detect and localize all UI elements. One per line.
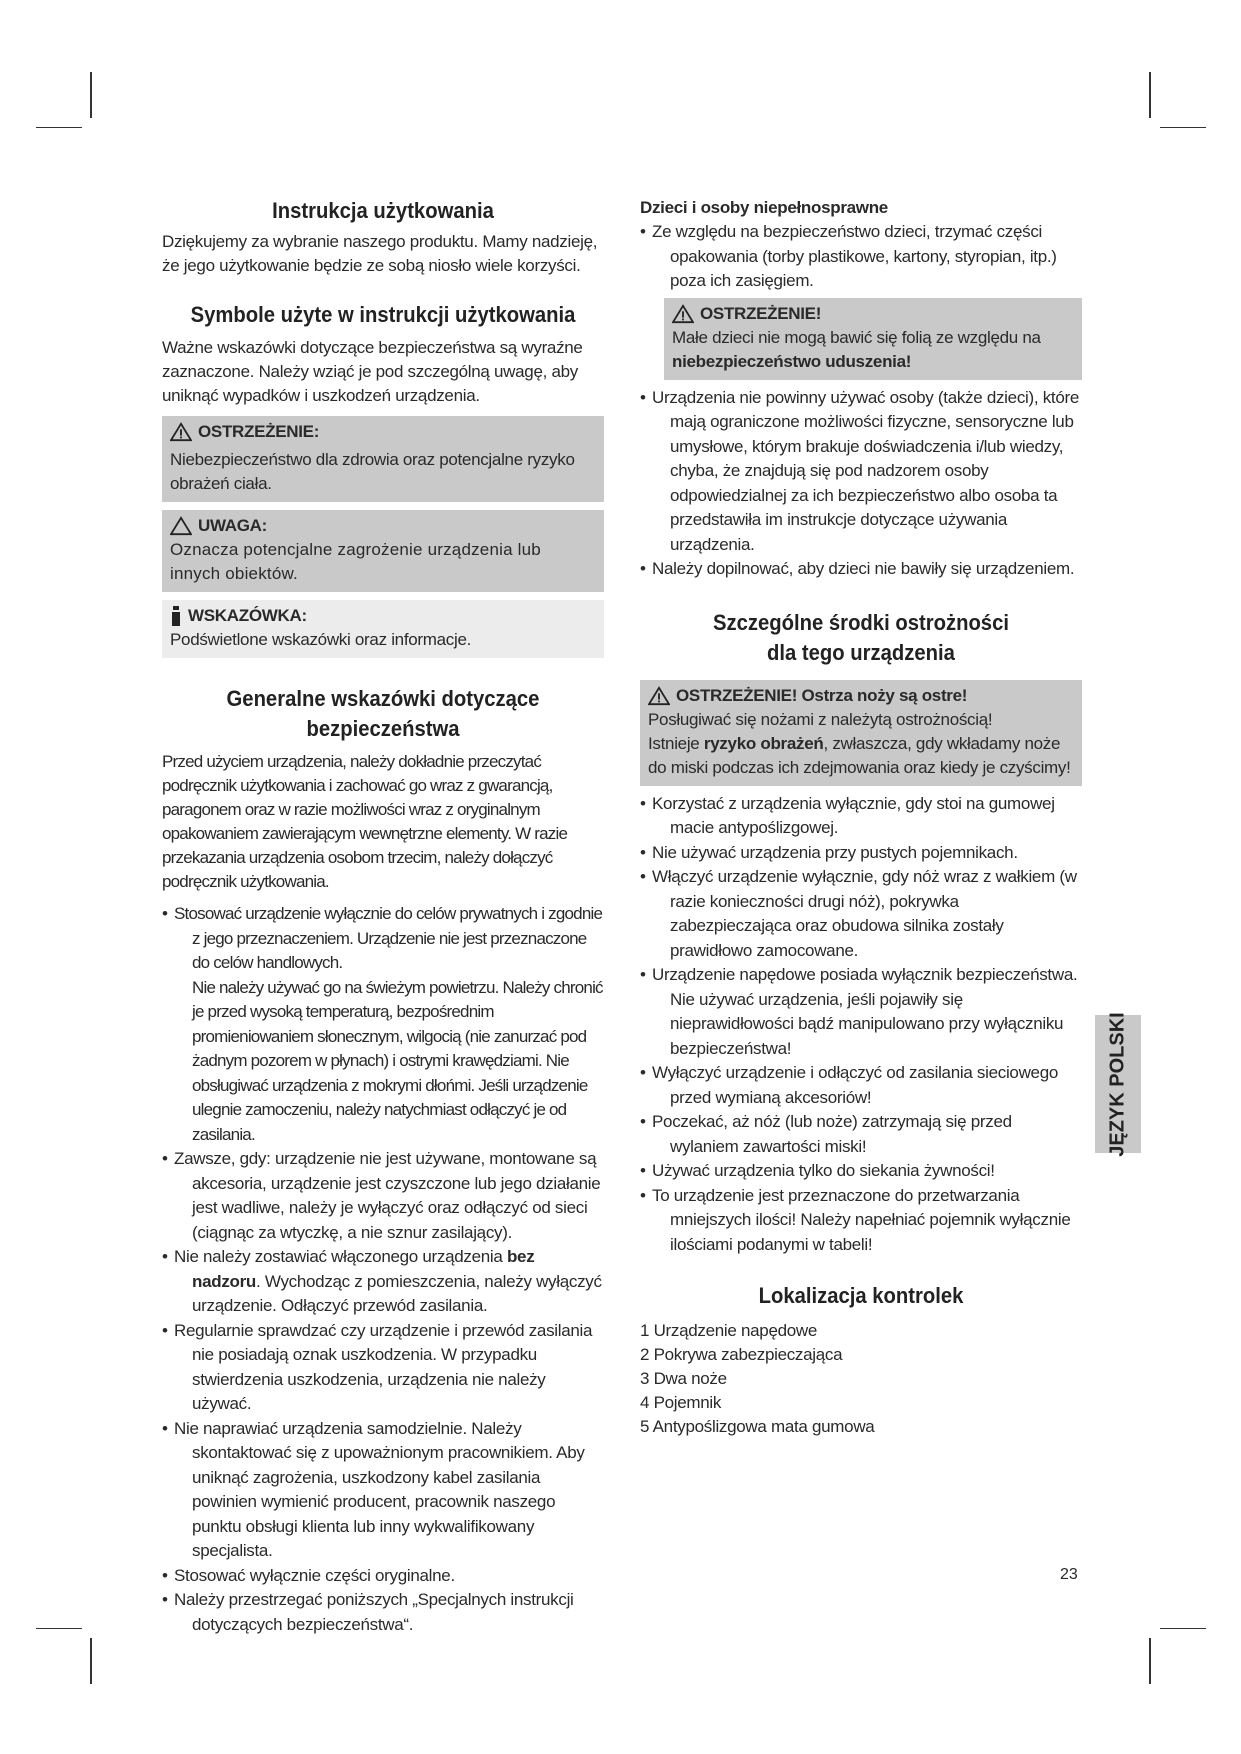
warning-title: OSTRZEŻENIE: <box>198 422 320 441</box>
list-item: • Stosować urządzenie wyłącznie do celów prywatnych i zgodnie z jego przeznaczeniem. Urządzenie nie jest przeznaczone do celów handlowych. Nie należy używać go na świeżym powietrzu. Należy chronić je przed wysoką temperaturą, bezpośrednim promieniowaniem słonecznym, wilgocią (nie zanurzać pod żadnym pozorem w płynach) i ostrymi krawędziami. Nie obsługiwać urządzenia z mokrymi dłońmi. Jeśli urządzenie ulegnie zamoczeniu, należy natychmiast odłączyć je od zasilania. <box>162 902 604 1147</box>
child-warning-title: OSTRZEŻENIE! <box>700 303 822 323</box>
crop-mark <box>90 72 92 118</box>
child-warning-text: Małe dzieci nie mogą bawić się folią ze względu na <box>672 327 1041 347</box>
list-item: • Urządzenia nie powinny używać osoby (także dzieci), które mają ograniczone możliwości fizyczne, sensoryczne lub umysłowe, którym brakuje doświadczenia i/lub wiedzy, chyba, że znajdują się pod nadzorem osoby odpowiedzialnej za ich bezpieczeństwo albo osoba ta przedstawiła im instrukcje dotyczące używania urządzenia. <box>640 386 1082 558</box>
title-instructions: Instrukcja użytkowania <box>272 198 494 223</box>
child-warning-box <box>664 298 1082 380</box>
blade-warning-text: Istnieje ryzyko obrażeń, zwłaszcza, gdy wkładamy noże do miski podczas ich zdejmowania oraz kiedy je czyścimy! <box>648 733 1071 777</box>
list-item: • Korzystać z urządzenia wyłącznie, gdy stoi na gumowej macie antypoślizgowej. <box>640 792 1082 841</box>
tip-title: WSKAZÓWKA: <box>188 606 307 625</box>
special-precautions-list <box>640 792 1082 1258</box>
crop-mark <box>1149 1638 1151 1684</box>
list-item: • Regularnie sprawdzać czy urządzenie i przewód zasilania nie posiadają oznak uszkodzenia. W przypadku stwierdzenia uszkodzenia, urządzenia nie należy używać. <box>162 1319 604 1417</box>
title-general-safety-line2: bezpieczeństwa <box>306 716 460 741</box>
warning-icon <box>648 686 670 706</box>
parts-item: 4 Pojemnik <box>640 1393 722 1412</box>
blade-warning-title: OSTRZEŻENIE! Ostrza noży są ostre! <box>676 685 968 705</box>
crop-mark <box>1160 1628 1206 1629</box>
warning-text: Niebezpieczeństwo dla zdrowia oraz potencjalne ryzyko obrażeń ciała. <box>170 450 575 493</box>
caution-title: UWAGA: <box>198 516 268 535</box>
list-item: • Nie naprawiać urządzenia samodzielnie. Należy skontaktować się z upoważnionym pracownikiem. Aby uniknąć zagrożenia, uszkodzony kabel zasilania powinien wymienić producent, pracownik naszego punktu obsługi klienta lub inny wykwalifikowany specjalista. <box>162 1417 604 1564</box>
parts-item: 3 Dwa noże <box>640 1369 727 1388</box>
list-item: • Zawsze, gdy: urządzenie nie jest używane, montowane są akcesoria, urządzenie jest czyszczone lub jego działanie jest wadliwe, należy je wyłączyć oraz odłączyć od sieci (ciągnąc za wtyczkę, a nie sznur zasilający). <box>162 1147 604 1245</box>
parts-item: 2 Pokrywa zabezpieczająca <box>640 1345 843 1364</box>
language-tab <box>1095 1011 1141 1157</box>
list-item: • Włączyć urządzenie wyłącznie, gdy nóż wraz z wałkiem (w razie konieczności drugi nóż), pokrywka zabezpieczająca oraz obudowa silnika zostały prawidłowo zamocowane. <box>640 865 1082 963</box>
crop-mark <box>1149 72 1151 118</box>
list-item: • Należy przestrzegać poniższych „Specjalnych instrukcji dotyczących bezpieczeństwa“. <box>162 1588 604 1637</box>
list-item: • Urządzenie napędowe posiada wyłącznik bezpieczeństwa. Nie używać urządzenia, jeśli pojawiły się nieprawidłowości bądź manipulowano przy wyłączniku bezpieczeństwa! <box>640 963 1082 1061</box>
info-icon <box>170 606 182 626</box>
left-column <box>162 196 604 1637</box>
title-special-precautions-line1: Szczególne środki ostrożności <box>713 609 1009 635</box>
language-tab-label: JĘZYK POLSKI <box>1106 1011 1129 1157</box>
caution-box <box>162 510 604 592</box>
list-item: • Należy dopilnować, aby dzieci nie bawiły się urządzeniem. <box>640 557 1082 582</box>
page-number: 23 <box>1060 1566 1078 1583</box>
blade-warning-box <box>640 680 1082 786</box>
tip-box <box>162 600 604 658</box>
warning-icon <box>170 422 192 442</box>
list-item: • Ze względu na bezpieczeństwo dzieci, trzymać części opakowania (torby plastikowe, kartony, styropian, itp.) poza ich zasięgiem. <box>640 220 1082 294</box>
tip-text: Podświetlone wskazówki oraz informacje. <box>170 630 472 649</box>
symbols-text: Ważne wskazówki dotyczące bezpieczeństwa są wyraźne zaznaczone. Należy wziąć je pod szczególną uwagę, aby uniknąć wypadków i uszkodzeń urządzenia. <box>162 338 583 405</box>
list-item: • Stosować wyłącznie części oryginalne. <box>162 1564 604 1589</box>
list-item: • Nie należy zostawiać włączonego urządzenia bez nadzoru. Wychodząc z pomieszczenia, należy wyłączyć urządzenie. Odłączyć przewód zasilania. <box>162 1245 604 1319</box>
title-controls-location: Lokalizacja kontrolek <box>758 1283 964 1308</box>
list-item: • Nie używać urządzenia przy pustych pojemnikach. <box>640 841 1082 866</box>
parts-item: 5 Antypoślizgowa mata gumowa <box>640 1417 875 1436</box>
warning-icon <box>672 304 694 324</box>
list-item: • Poczekać, aż nóż (lub noże) zatrzymają się przed wylaniem zawartości miski! <box>640 1110 1082 1159</box>
title-special-precautions-line2: dla tego urządzenia <box>767 639 955 665</box>
parts-list <box>640 1319 1082 1439</box>
children-list-1 <box>640 220 1082 294</box>
warning-box <box>162 416 604 502</box>
crop-mark <box>36 1628 82 1629</box>
children-heading: Dzieci i osoby niepełnosprawne <box>640 198 888 217</box>
list-item: • Wyłączyć urządzenie i odłączyć od zasilania sieciowego przed wymianą akcesoriów! <box>640 1061 1082 1110</box>
children-list-2 <box>640 386 1082 582</box>
crop-mark <box>90 1638 92 1684</box>
right-column <box>640 196 1082 1439</box>
title-symbols: Symbole użyte w instrukcji użytkowania <box>190 302 576 327</box>
crop-mark <box>36 127 82 128</box>
child-warning-bold: niebezpieczeństwo uduszenia! <box>672 351 912 371</box>
general-safety-list <box>162 902 604 1637</box>
list-item: • To urządzenie jest przeznaczone do przetwarzania mniejszych ilości! Należy napełniać pojemnik wyłącznie ilościami podanymi w tabeli! <box>640 1184 1082 1258</box>
crop-mark <box>1160 127 1206 128</box>
parts-item: 1 Urządzenie napędowe <box>640 1321 818 1340</box>
general-text: Przed użyciem urządzenia, należy dokładnie przeczytać podręcznik użytkowania i zachować go wraz z gwarancją, paragonem oraz w razie możliwości wraz z oryginalnym opakowaniem zawierającym wewnętrzne elementy. W razie przekazania urządzenia osobom trzecim, należy dołączyć podręcznik użytkowania. <box>162 752 568 891</box>
caution-icon <box>170 516 192 536</box>
intro-text: Dziękujemy za wybranie naszego produktu. Mamy nadzieję, że jego użytkowanie będzie ze sobą niosło wiele korzyści. <box>162 232 598 275</box>
title-general-safety-line1: Generalne wskazówki dotyczące <box>226 686 540 711</box>
blade-warning-line1: Posługiwać się nożami z należytą ostrożnością! <box>648 709 993 729</box>
list-item: • Używać urządzenia tylko do siekania żywności! <box>640 1159 1082 1184</box>
caution-text: Oznacza potencjalne zagrożenie urządzenia lub innych obiektów. <box>170 540 541 583</box>
